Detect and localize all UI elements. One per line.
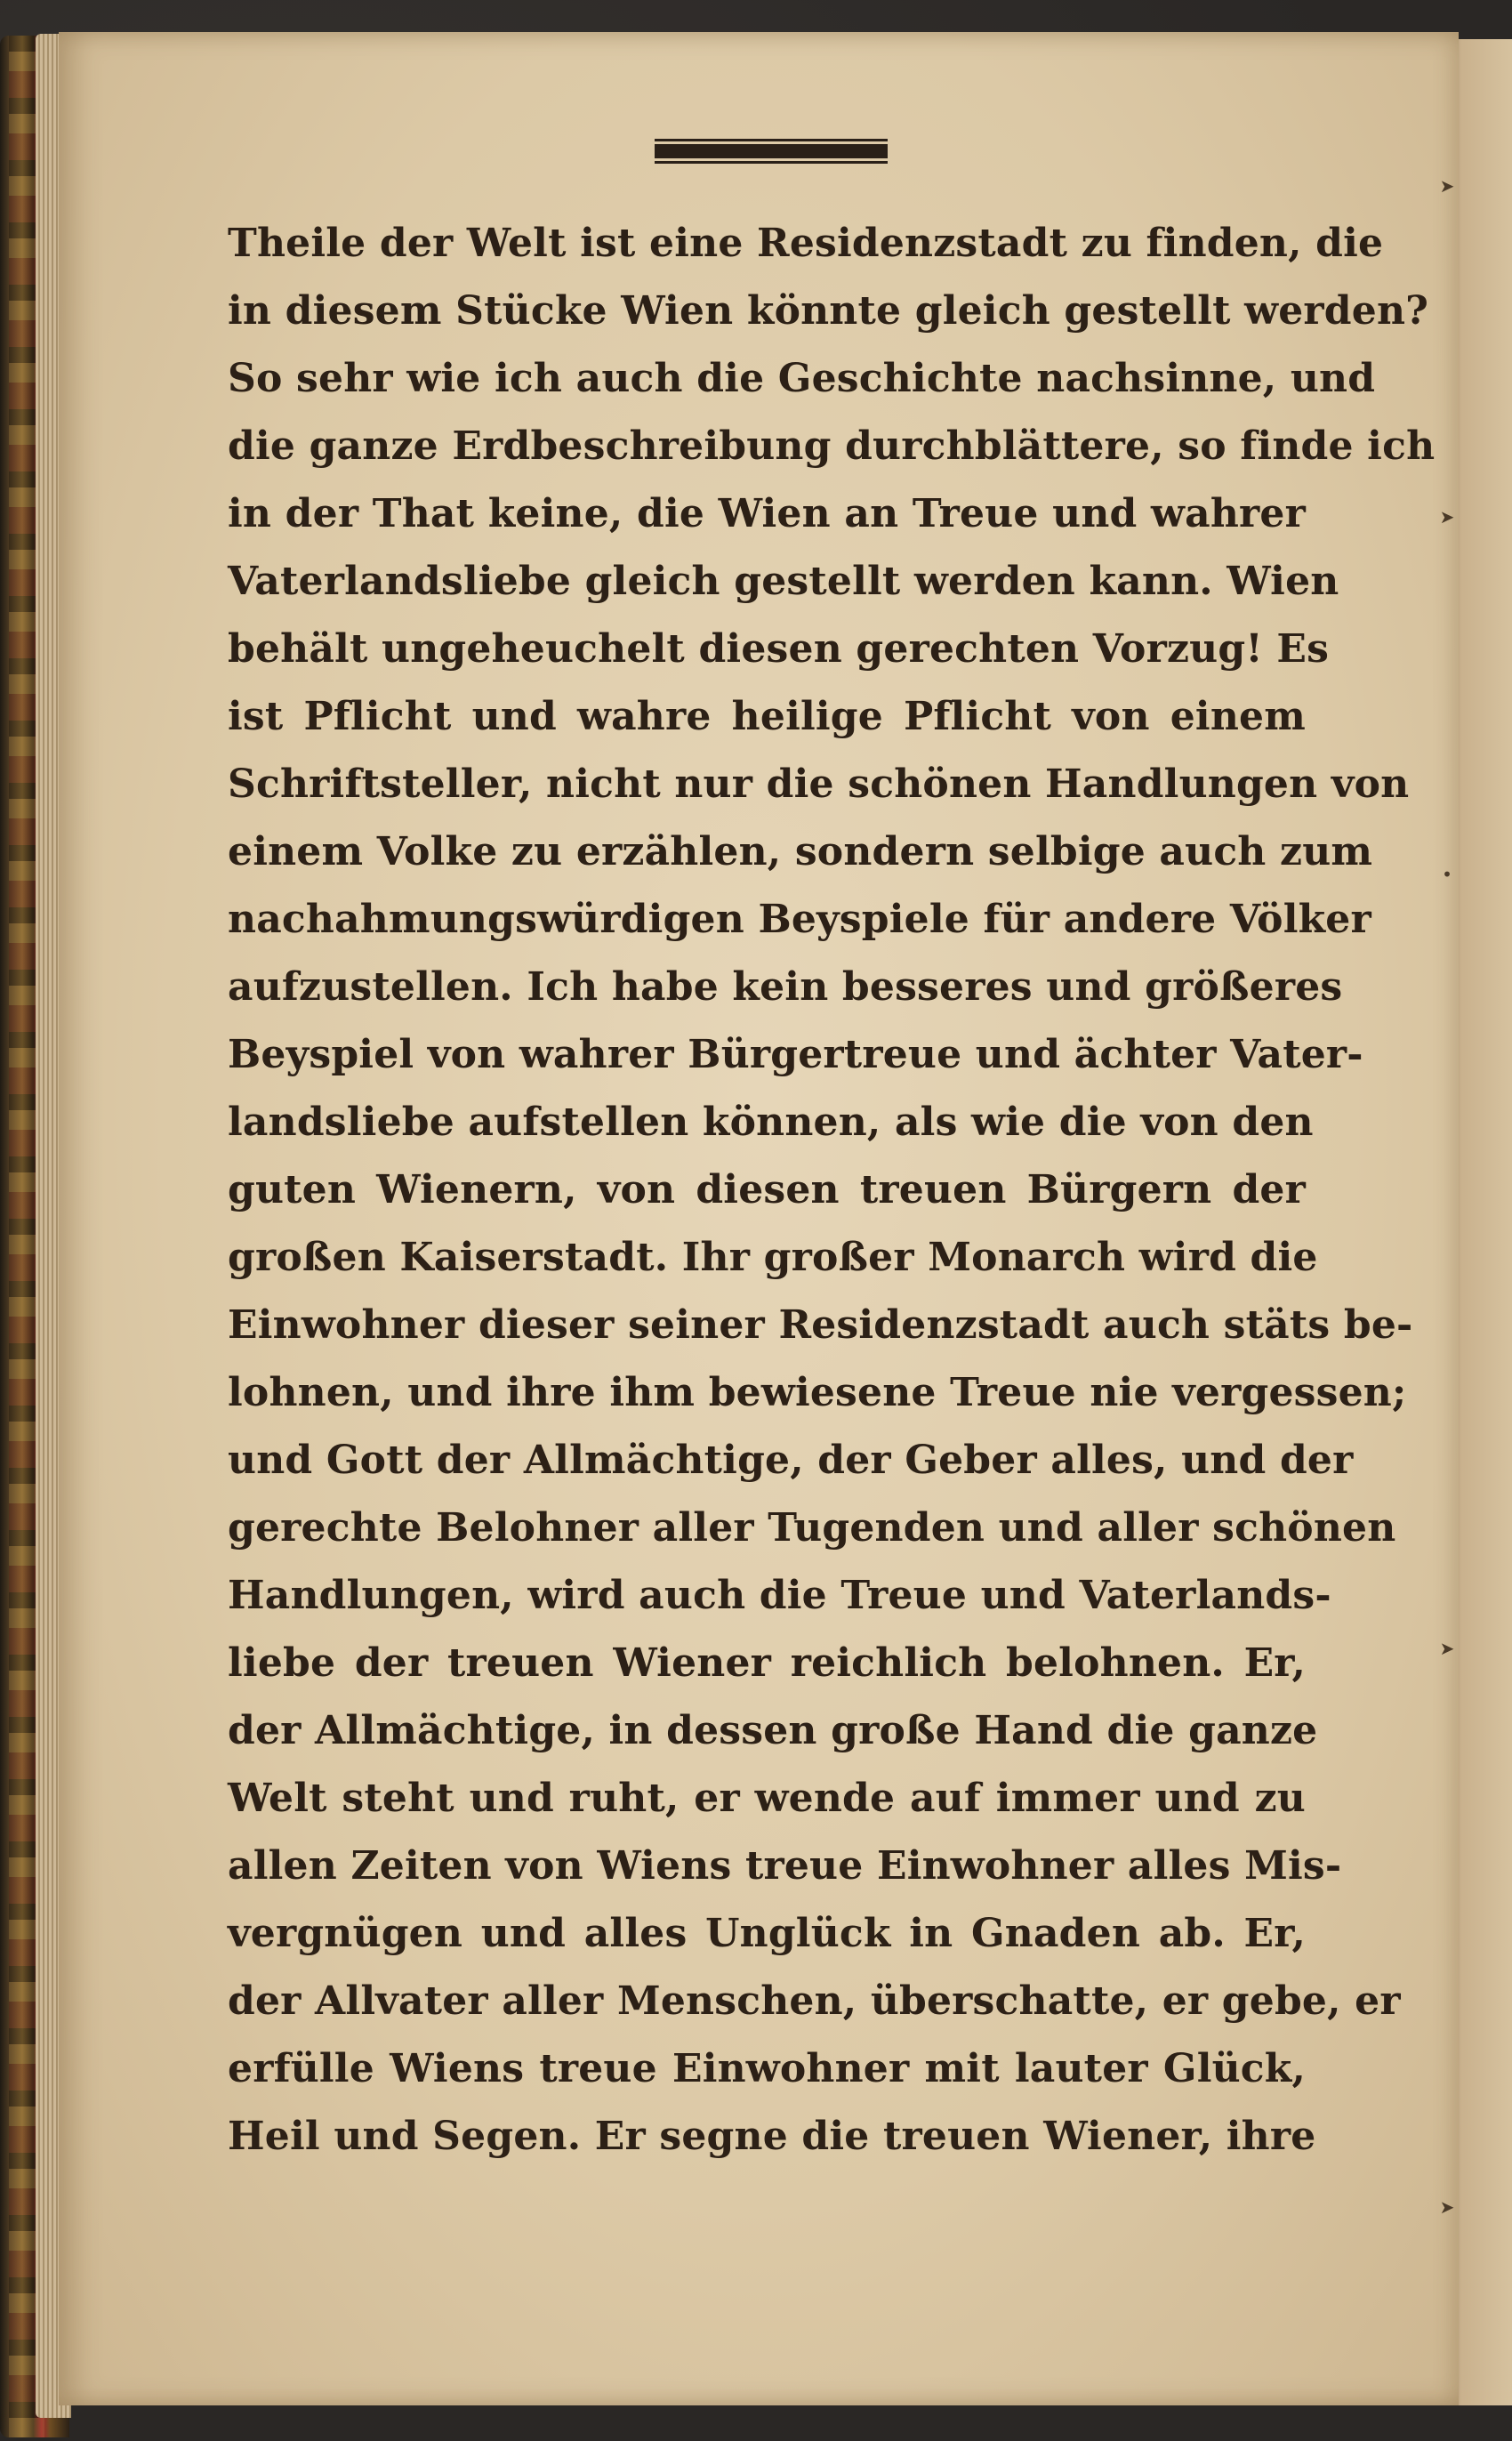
text-line: behält ungeheuchelt diesen gerechten Vorzug! Es bbox=[228, 626, 1330, 672]
text-line: guten Wienern, von diesen treuen Bürgern der bbox=[228, 1167, 1306, 1212]
text-line: die ganze Erdbeschreibung durchblättere, so finde ich bbox=[228, 423, 1436, 469]
text-line: nachahmungswürdigen Beyspiele für andere Völker bbox=[228, 897, 1371, 942]
binding-stitch-icon: ➤ bbox=[1439, 175, 1455, 197]
binding-stitch-icon: ➤ bbox=[1439, 506, 1455, 528]
body-text bbox=[228, 210, 1436, 2171]
text-line: landsliebe aufstellen können, als wie die von den bbox=[228, 1100, 1314, 1145]
text-line: Vaterlandsliebe gleich gestellt werden kann. Wien bbox=[228, 559, 1339, 604]
text-line: Theile der Welt ist eine Residenzstadt zu finden, die bbox=[228, 221, 1384, 266]
text-line: der Allmächtige, in dessen große Hand die ganze bbox=[228, 1708, 1318, 1753]
text-line: vergnügen und alles Unglück in Gnaden ab. Er, bbox=[228, 1911, 1306, 1956]
text-line: So sehr wie ich auch die Geschichte nachsinne, und bbox=[228, 356, 1376, 401]
binding-stitch-icon: • bbox=[1442, 864, 1452, 885]
binding-stitch-icon: ➤ bbox=[1439, 1638, 1455, 1659]
text-line: einem Volke zu erzählen, sondern selbige auch zum bbox=[228, 829, 1373, 874]
text-line: in diesem Stücke Wien könnte gleich gestellt werden? bbox=[228, 288, 1429, 334]
text-line: liebe der treuen Wiener reichlich belohnen. Er, bbox=[228, 1640, 1306, 1686]
text-line: Handlungen, wird auch die Treue und Vaterlands- bbox=[228, 1573, 1331, 1618]
text-line: der Allvater aller Menschen, überschatte, er gebe, er bbox=[228, 1978, 1401, 2024]
text-line: allen Zeiten von Wiens treue Einwohner alles Mis- bbox=[228, 1843, 1342, 1889]
text-line: Einwohner dieser seiner Residenzstadt auch stäts be- bbox=[228, 1302, 1413, 1348]
text-line: Beyspiel von wahrer Bürgertreue und ächter Vater- bbox=[228, 1032, 1363, 1077]
text-line: Welt steht und ruht, er wende auf immer und zu bbox=[228, 1776, 1306, 1821]
text-line: aufzustellen. Ich habe kein besseres und größeres bbox=[228, 964, 1343, 1010]
binding-stitch-icon: ➤ bbox=[1439, 2196, 1455, 2218]
text-line: lohnen, und ihre ihm bewiesene Treue nie vergessen; bbox=[228, 1370, 1407, 1415]
text-line: und Gott der Allmächtige, der Geber alles, und der bbox=[228, 1438, 1354, 1483]
text-line: gerechte Belohner aller Tugenden und aller schönen bbox=[228, 1505, 1396, 1551]
text-line: in der That keine, die Wien an Treue und wahrer bbox=[228, 491, 1306, 536]
text-line: großen Kaiserstadt. Ihr großer Monarch wird die bbox=[228, 1235, 1318, 1280]
text-line: Schriftsteller, nicht nur die schönen Handlungen von bbox=[228, 761, 1410, 807]
text-line: erfülle Wiens treue Einwohner mit lauter Glück, bbox=[228, 2046, 1306, 2091]
text-line: Heil und Segen. Er segne die treuen Wiener, ihre bbox=[228, 2114, 1316, 2159]
header-ornament-rule bbox=[655, 139, 888, 165]
text-line: ist Pflicht und wahre heilige Pflicht von einem bbox=[228, 694, 1306, 739]
